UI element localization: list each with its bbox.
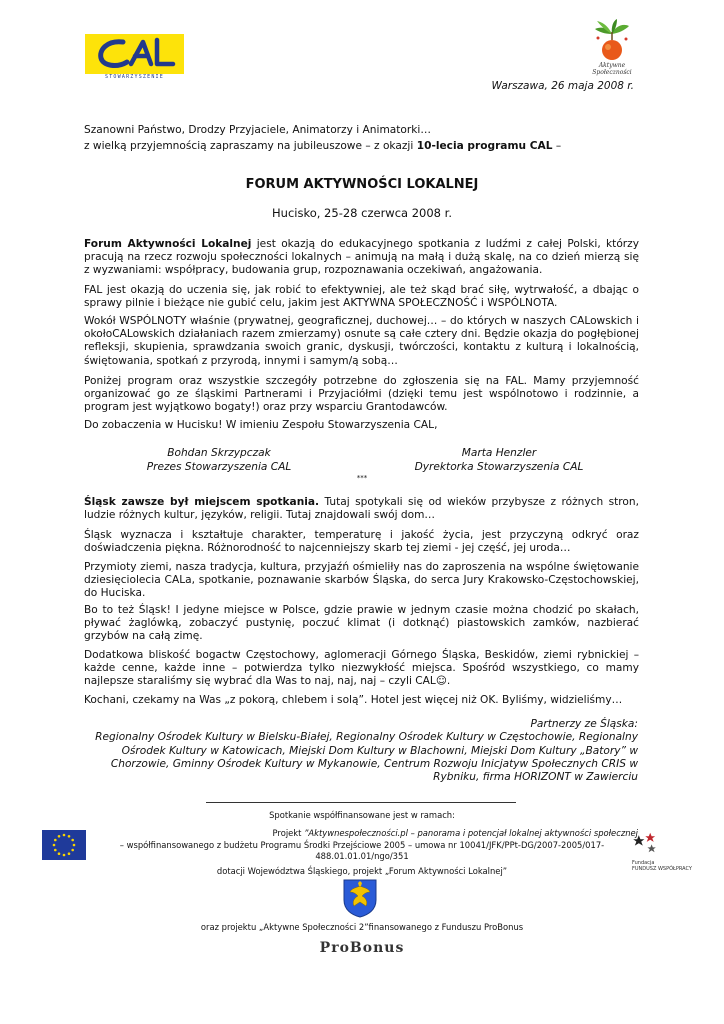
- signature-left-role: Prezes Stowarzyszenia CAL: [146, 461, 292, 473]
- section-separator: ***: [356, 474, 368, 482]
- silesia-paragraph-4: Bo to też Śląsk! I jedyne miejsce w Polsce, gdzie prawie w jednym czasie można chodzić po skałach, pływać żaglówką, zobaczyć pustynię, poczuć klimat (i dotknąć) piastowskich zamków, nazbierać grzybów na całą zimę.: [84, 604, 639, 643]
- silesia-paragraph-1-text: Tutaj spotykali się od wieków przybysze z różnych stron, ludzie różnych kultur, języków, religii. Tutaj znajdowali swój dom…: [84, 496, 639, 522]
- signature-right: [374, 446, 624, 474]
- eu-flag-icon: [42, 830, 86, 860]
- cal-logo: [85, 34, 184, 82]
- silesia-paragraph-5: Dodatkowa bliskość bogactw Częstochowy, aglomeracji Górnego Śląska, Beskidów, ziemi rybnickiej – każde cenne, każde inne – potwierdza tylko niezwykłość miejsca. Spośród wszystkiego, co mamy najlepsze staraliśmy się wybrać dla Was to naj, naj, naj – czyli CAL☺.: [84, 649, 639, 688]
- invitation-line: [84, 140, 639, 153]
- partners-list: Regionalny Ośrodek Kultury w Bielsku-Białej, Regionalny Ośrodek Kultury w Częstochowie, Regionalny Ośrodek Kultury w Katowicach, Miejski Dom Kultury w Blachowni, Miejski Dom Kultury „Batory” w Chorzowie, Gminny Ośrodek Kultury w Mykanowie, Centrum Rozwoju Inicjatyw Społecznych CRIS w Rybniku, firma HORIZONT w Zawierciu: [95, 731, 638, 784]
- funding-dotacja: dotacji Województwa Śląskiego, projekt „Forum Aktywności Lokalnej”: [216, 866, 508, 876]
- invitation-after: –: [552, 140, 562, 152]
- probonus-logo: ProBonus: [319, 940, 405, 956]
- intro-paragraph-3: Wokół WSPÓLNOTY właśnie (prywatnej, geograficznej, duchowej… – do których w naszych CALowskich i okołoCALowskich działaniach razem zmierzamy) osnute są całe cztery dni. Będzie okazja do pogłębionej refleksji, skupienia, sprawdzania swoich granic, dyskusji, twórczości, kontaktu z kulturą i lokalnością, świętowania, spotkań z przyrodą, innymi i samym/ą sobą…: [84, 315, 639, 367]
- greeting: Szanowni Państwo, Drodzy Przyjaciele, Animatorzy i Animatorki…: [84, 124, 431, 136]
- invitation-bold: 10-lecia programu CAL: [416, 140, 553, 152]
- signature-right-role: Dyrektorka Stowarzyszenia CAL: [414, 461, 584, 473]
- fws-label-2: FUNDUSZ WSPÓŁPRACY: [632, 866, 692, 872]
- letter-date: Warszawa, 26 maja 2008 r.: [491, 80, 634, 92]
- funding-project-details: – współfinansowanego z budżetu Programu Środki Przejściowe 2005 – umowa nr 10041/JFK/PPt-DG/2007-2005/017-488.01.01.01/ngo/351: [119, 840, 605, 861]
- cal-logo-mark: [93, 36, 177, 72]
- funding-probonus-project: oraz projektu „Aktywne Społeczności 2”finansowanego z Funduszu ProBonus: [200, 922, 524, 932]
- silesia-coat-of-arms-icon: [342, 878, 378, 918]
- intro-paragraph-1-text: jest okazją do edukacyjnego spotkania z ludźmi z całej Polski, którzy pracują na rzecz rozwoju społeczności lokalnych – animują na małą i dużą skalę, na co dzień mierzą się z wyzwaniami: współpracy, budowania grup, rozpoznawania oczekiwań, angażowania.: [84, 238, 639, 277]
- apple-tree-icon: [589, 18, 635, 62]
- cal-logo-caption: STOWARZYSZENIE: [105, 74, 164, 80]
- partners-block: [78, 718, 638, 784]
- signature-left-name: Bohdan Skrzypczak: [167, 447, 271, 459]
- aktywne-logo-line2: Społeczności: [592, 69, 632, 76]
- funding-project-title: ”Aktywnespołeczności.pl – panorama i potencjał lokalnej aktywności społecznej: [304, 828, 638, 838]
- aktywne-spolecznosci-logo: [584, 18, 640, 78]
- invitation-before: z wielką przyjemnością zapraszamy na jubileuszowe – z okazji: [84, 140, 417, 152]
- fws-stars-icon: [632, 832, 662, 856]
- forum-title: FORUM AKTYWNOŚCI LOKALNEJ: [245, 177, 479, 192]
- silesia-paragraph-3: Przymioty ziemi, nasza tradycja, kultura, przyjaźń ośmieliły nas do zaproszenia na wspólne świętowanie dziesięciolecia CALa, spotkanie, poznawanie skarbów Śląska, do serca Jury Krakowsko-Częstochowskiej, do Huciska.: [84, 561, 639, 600]
- fws-label-1: Fundacja: [632, 860, 655, 866]
- signature-left: [94, 446, 344, 474]
- footer-divider: [206, 802, 516, 803]
- intro-paragraph-4: Poniżej program oraz wszystkie szczegóły potrzebne do zgłoszenia się na FAL. Mamy przyjemność organizować go ze śląskimi Partnerami i Przyjaciółmi (dzięki temu jest wspólnotowo i rodzinnie, a program jest wyjątkowo bogaty!) oraz przy wsparciu Grantodawców.: [84, 375, 639, 414]
- intro-paragraph-1-bold: Forum Aktywności Lokalnej: [84, 238, 252, 250]
- forum-subtitle: Hucisko, 25-28 czerwca 2008 r.: [272, 206, 452, 220]
- funding-project-prefix: Projekt: [272, 828, 305, 838]
- silesia-paragraph-1: [84, 496, 639, 522]
- aktywne-logo-line1: Aktywne: [598, 62, 626, 69]
- intro-paragraph-2: FAL jest okazją do uczenia się, jak robić to efektywniej, ale też skąd brać siłę, wytrwałość, a dbając o sprawy pilnie i bieżące nie gubić celu, jakim jest AKTYWNA SPOŁECZNOŚĆ i WSPÓLNOTA.: [84, 284, 639, 310]
- intro-paragraph-1: [84, 238, 639, 278]
- silesia-paragraph-2: Śląsk wyznacza i kształtuje charakter, temperaturę i jakość życia, jest przyczyną odkryć oraz doświadczenia piękna. Różnorodność to najcenniejszy skarb tej ziemi - jej część, jej uroda…: [84, 529, 639, 555]
- signature-right-name: Marta Henzler: [461, 447, 537, 459]
- partners-heading: Partnerzy ze Śląska:: [530, 718, 638, 730]
- silesia-paragraph-6: Kochani, czekamy na Was „z pokorą, chlebem i solą”. Hotel jest więcej niż OK. Byliśmy, widzieliśmy…: [84, 694, 623, 706]
- funding-project: [96, 828, 638, 839]
- silesia-paragraph-1-bold: Śląsk zawsze był miejscem spotkania.: [84, 496, 320, 508]
- funding-intro: Spotkanie współfinansowane jest w ramach:: [269, 810, 455, 820]
- intro-paragraph-5: Do zobaczenia w Hucisku! W imieniu Zespołu Stowarzyszenia CAL,: [84, 419, 438, 431]
